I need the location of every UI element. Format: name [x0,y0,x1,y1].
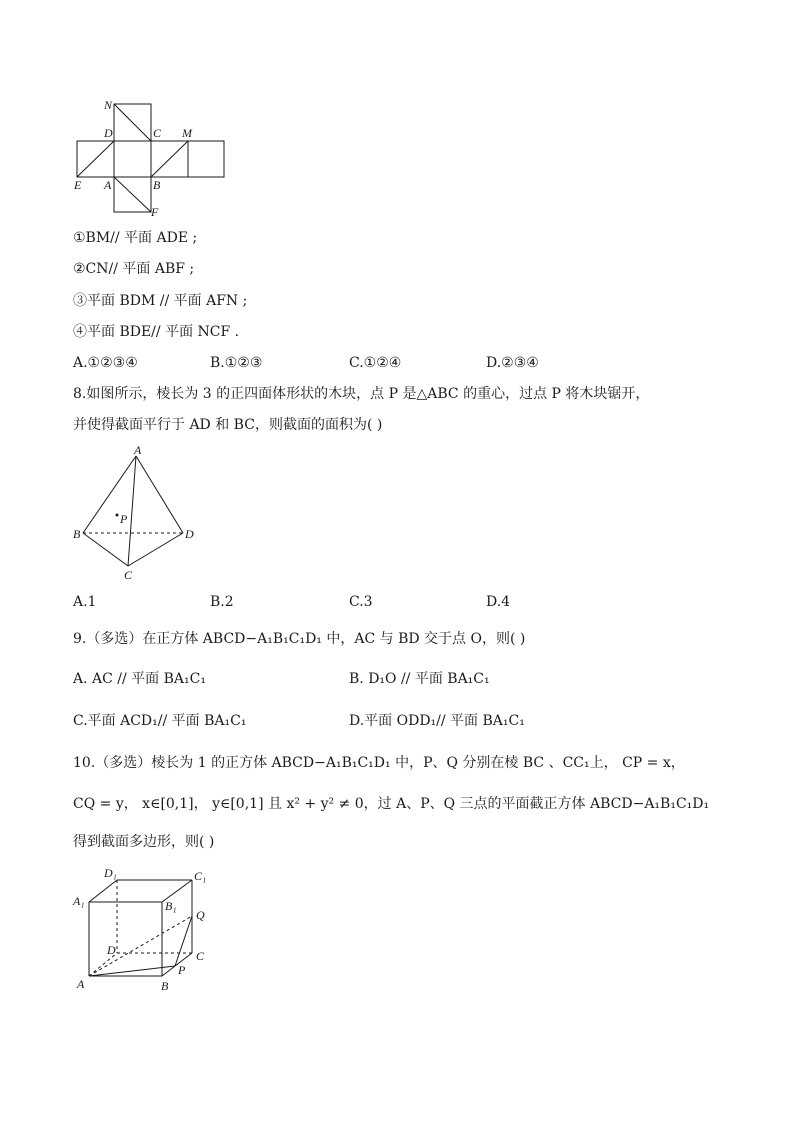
cube-label-a1: A₁ [73,894,85,908]
q10-stem-line1: 10.（多选）棱长为 1 的正方体 ABCD−A₁B₁C₁D₁ 中，P、Q 分别在棱 BC 、CC₁上， CP = x， [73,755,685,771]
q9-option-d[interactable]: D.平面 ODD₁// 平面 BA₁C₁ [349,713,525,729]
tetra-label-d: D [185,527,194,541]
q7-option-c[interactable]: C.①②④ [349,355,402,371]
q8-stem-line1: 8.如图所示，棱长为 3 的正四面体形状的木块，点 P 是△ABC 的重心，过点 P 将木块锯开， [73,386,650,402]
cube-label-q: Q [196,908,205,922]
cube-label-c: C [196,949,205,963]
net-label-m: M [182,126,192,140]
q10-stem-line3: 得到截面多边形，则( ) [73,834,215,850]
q7-statement-2: ②CN// 平面 ABF ; [73,261,195,277]
q9-option-a[interactable]: A. AC // 平面 BA₁C₁ [73,671,206,687]
q8-option-b[interactable]: B.2 [210,594,234,610]
q7-option-d[interactable]: D.②③④ [486,355,539,371]
cube-label-d: D [107,943,116,957]
q7-option-b[interactable]: B.①②③ [210,355,263,371]
q8-option-d[interactable]: D.4 [486,594,511,610]
q9-option-c[interactable]: C.平面 ACD₁// 平面 BA₁C₁ [73,713,247,729]
q7-statement-4: ④平面 BDE// 平面 NCF . [73,324,240,340]
cube-label-p: P [178,963,186,977]
q7-option-a[interactable]: A.①②③④ [73,355,138,371]
net-label-e: E [74,178,82,192]
tetra-label-a: A [134,443,142,457]
q8-option-a[interactable]: A.1 [73,594,97,610]
q8-stem-line2: 并使得截面平行于 AD 和 BC，则截面的面积为( ) [73,417,383,433]
tetra-label-c: C [124,568,133,582]
cube-label-a: A [77,977,85,991]
q9-stem: 9.（多选）在正方体 ABCD−A₁B₁C₁D₁ 中，AC 与 BD 交于点 O，则( ) [73,631,526,647]
net-label-n: N [104,98,113,112]
q9-option-b[interactable]: B. D₁O // 平面 BA₁C₁ [349,671,490,687]
tetra-label-p: P [120,512,128,526]
net-label-c: C [153,126,162,140]
tetra-label-b: B [73,527,81,541]
net-label-f: F [151,205,159,219]
q7-statement-3: ③平面 BDM // 平面 AFN ; [73,293,248,309]
net-label-d: D [104,126,113,140]
q8-option-c[interactable]: C.3 [349,594,373,610]
cube-label-b1: B₁ [165,899,177,913]
q10-stem-line2: CQ = y， x∈[0,1]， y∈[0,1] 且 x² + y² ≠ 0，过 A、P、Q 三点的平面截正方体 ABCD−A₁B₁C₁D₁ [73,796,710,812]
q7-statement-1: ①BM// 平面 ADE ; [73,230,198,246]
net-label-a: A [104,178,112,192]
net-label-b: B [153,178,161,192]
cube-label-c1: C₁ [194,869,207,883]
cube-label-d1: D₁ [104,866,117,880]
cube-label-b: B [161,979,169,993]
